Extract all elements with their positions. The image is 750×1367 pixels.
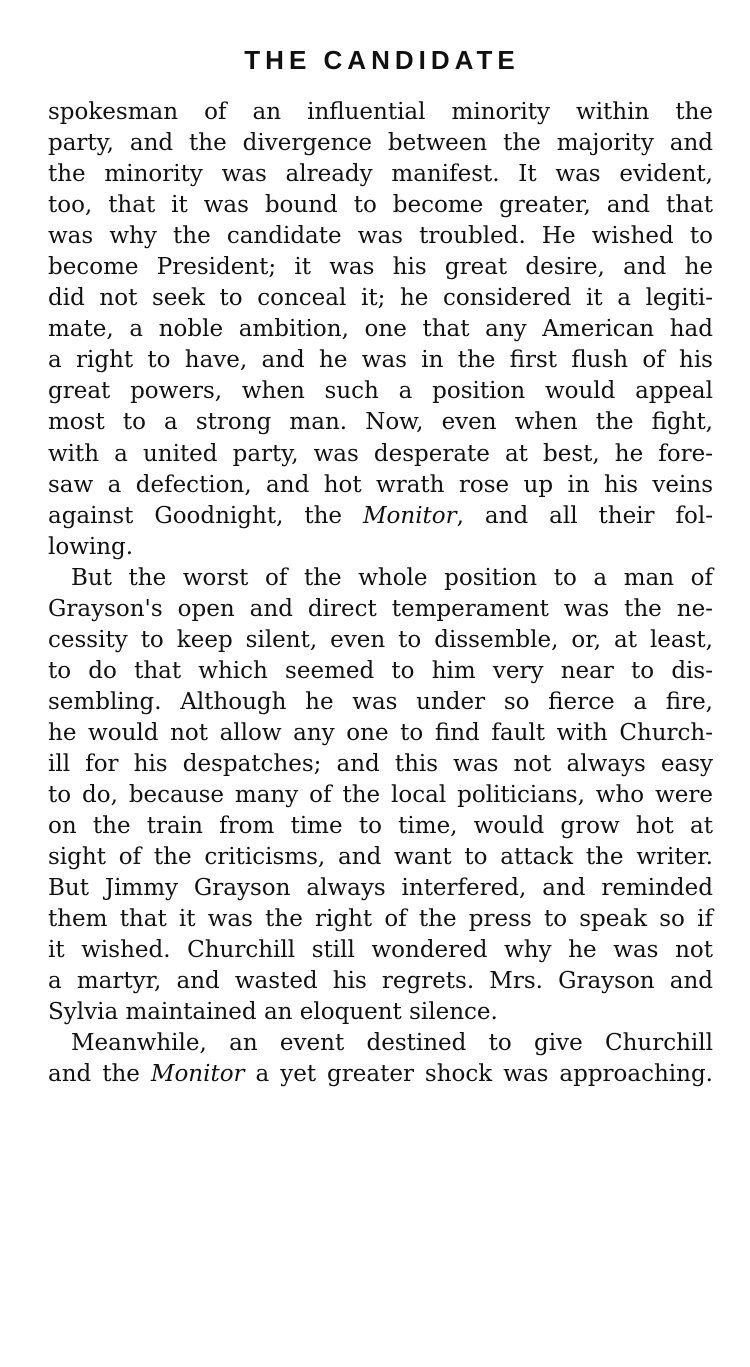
text-line: sight of the criticisms, and want to attack the writer. <box>48 844 713 871</box>
text-line: become President; it was his great desire, and he <box>48 254 713 281</box>
text-line: mate, a noble ambition, one that any American had <box>48 316 713 343</box>
text-line: on the train from time to time, would grow hot at <box>48 813 713 840</box>
text-line: and the Monitor a yet greater shock was approaching. <box>48 1061 713 1088</box>
text-line: he would not allow any one to find fault with Church- <box>48 719 713 746</box>
italic-title: Monitor <box>150 1061 245 1088</box>
text-line: did not seek to conceal it; he considered it a legiti- <box>48 285 713 312</box>
text-line: with a united party, was desperate at best, he fore- <box>48 440 713 467</box>
text-line: to do that which seemed to him very near to dis- <box>48 657 713 684</box>
text-line: to do, because many of the local politicians, who were <box>48 782 713 809</box>
text-line: Grayson's open and direct temperament was the ne- <box>48 595 713 622</box>
running-head: THE CANDIDATE <box>244 45 520 75</box>
text-line: party, and the divergence between the majority and <box>48 130 713 157</box>
text-line: a martyr, and wasted his regrets. Mrs. Grayson and <box>48 968 713 995</box>
text-line: against Goodnight, the Monitor, and all their fol- <box>48 502 713 529</box>
text-line: a right to have, and he was in the first flush of his <box>48 347 713 374</box>
text-line: them that it was the right of the press to speak so if <box>48 906 713 933</box>
text-line: lowing. <box>48 533 134 560</box>
text-line: the minority was already manifest. It was evident, <box>48 161 713 188</box>
text-line: But Jimmy Grayson always interfered, and reminded <box>48 875 713 902</box>
text-line: spokesman of an influential minority within the <box>48 99 713 125</box>
text-line: Sylvia maintained an eloquent silence. <box>48 999 498 1026</box>
text-line: saw a defection, and hot wrath rose up in his veins <box>48 471 713 498</box>
text-line: sembling. Although he was under so fierce a fire, <box>48 688 713 715</box>
italic-title: Monitor <box>362 502 457 529</box>
body-text <box>48 97 713 1091</box>
text-line: it wished. Churchill still wondered why he was not <box>48 937 713 964</box>
text-line: great powers, when such a position would appeal <box>48 378 713 405</box>
text-line: ill for his despatches; and this was not always easy <box>48 750 713 777</box>
text-line: was why the candidate was troubled. He wished to <box>48 223 713 250</box>
text-line: most to a strong man. Now, even when the fight, <box>48 409 713 436</box>
text-line: too, that it was bound to become greater, and that <box>48 192 713 219</box>
text-line: cessity to keep silent, even to dissemble, or, at least, <box>48 626 713 653</box>
text-line: But the worst of the whole position to a man of <box>48 564 713 591</box>
text-line: Meanwhile, an event destined to give Churchill <box>48 1030 713 1057</box>
